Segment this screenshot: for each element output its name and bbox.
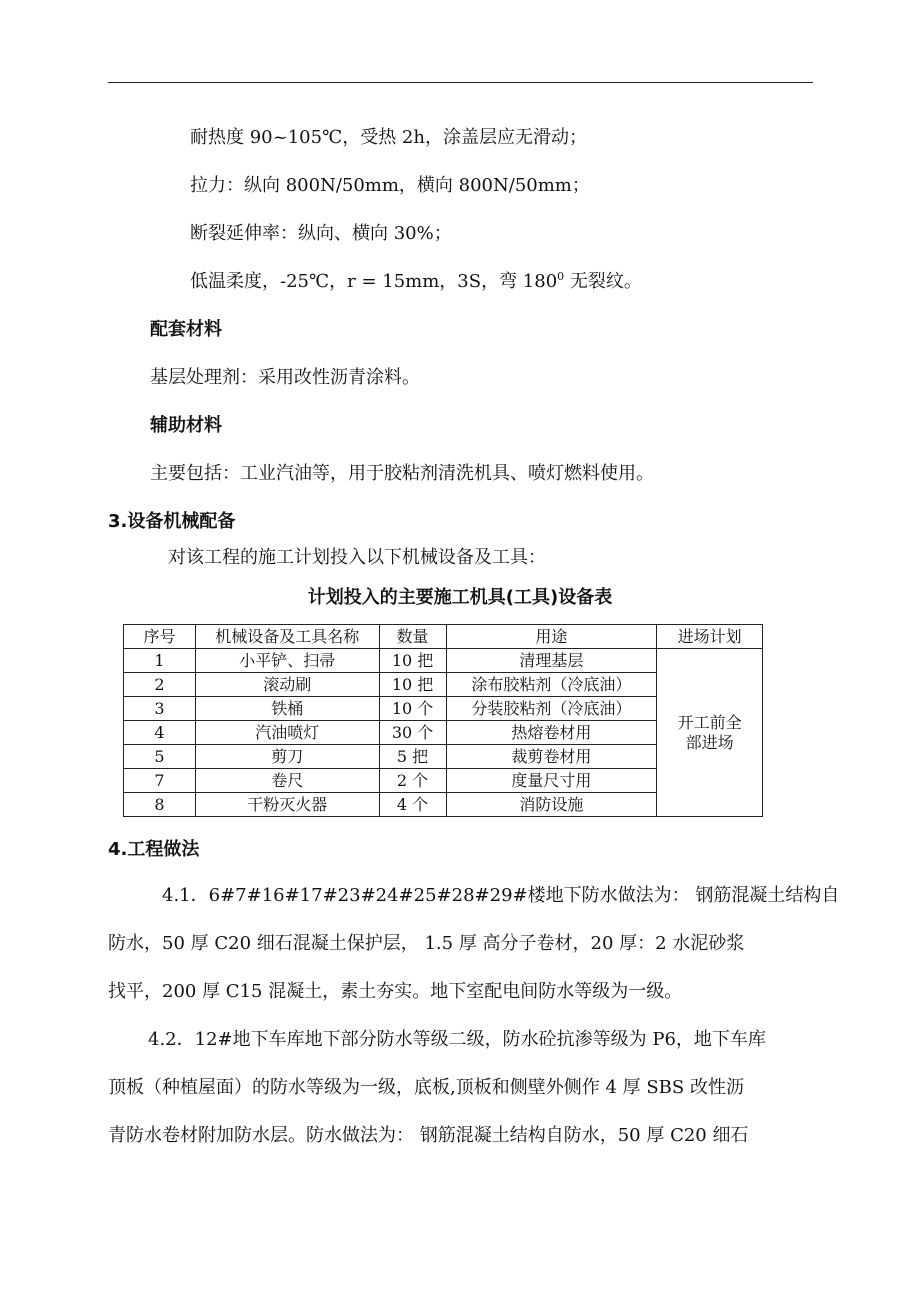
cell-name: 剪刀 (195, 745, 379, 769)
supporting-materials-heading: 配套材料 (150, 319, 222, 340)
cell-no: 5 (124, 745, 196, 769)
section-4-heading: 4.工程做法 (108, 839, 200, 860)
header-plan: 进场计划 (657, 625, 763, 649)
spec-low-temperature-tail: 无裂纹。 (564, 271, 642, 292)
table-header-row (124, 625, 763, 649)
header-no: 序号 (124, 625, 196, 649)
auxiliary-materials-text: 主要包括：工业汽油等，用于胶粘剂清洗机具、喷灯燃料使用。 (150, 463, 654, 484)
cell-no: 8 (124, 793, 196, 817)
cell-qty: 10 把 (379, 649, 446, 673)
header-qty: 数量 (379, 625, 446, 649)
paragraph-4-1-line-2: 防水，50 厚 C20 细石混凝土保护层， 1.5 厚 高分子卷材，20 厚：2 水泥砂浆 (108, 933, 745, 954)
spec-degree-superscript: 0 (557, 270, 565, 283)
paragraph-4-2-line-2: 顶板（种植屋面）的防水等级为一级，底板,顶板和侧壁外侧作 4 厚 SBS 改性沥 (108, 1077, 744, 1098)
cell-use: 清理基层 (446, 649, 657, 673)
cell-use: 涂布胶粘剂（冷底油） (446, 673, 657, 697)
table-row (124, 649, 763, 673)
header-rule (108, 82, 813, 83)
cell-qty: 4 个 (379, 793, 446, 817)
cell-qty: 30 个 (379, 721, 446, 745)
spec-tensile: 拉力：纵向 800N/50mm，横向 800N/50mm； (190, 175, 590, 196)
cell-name: 干粉灭火器 (195, 793, 379, 817)
plan-line-2: 部进场 (685, 732, 734, 752)
cell-use: 度量尺寸用 (446, 769, 657, 793)
cell-no: 7 (124, 769, 196, 793)
cell-no: 4 (124, 721, 196, 745)
auxiliary-materials-heading: 辅助材料 (150, 415, 222, 436)
equipment-table (123, 624, 763, 817)
cell-no: 1 (124, 649, 196, 673)
cell-qty: 5 把 (379, 745, 446, 769)
cell-qty: 2 个 (379, 769, 446, 793)
header-use: 用途 (446, 625, 657, 649)
spec-low-temperature-text: 低温柔度，-25℃，r = 15mm，3S，弯 180 (190, 271, 558, 292)
spec-elongation: 断裂延伸率：纵向、横向 30%； (190, 223, 452, 244)
cell-name: 汽油喷灯 (195, 721, 379, 745)
spec-low-temperature (190, 270, 642, 294)
cell-name: 铁桶 (195, 697, 379, 721)
cell-use: 消防设施 (446, 793, 657, 817)
cell-no: 3 (124, 697, 196, 721)
cell-plan (657, 649, 763, 817)
supporting-materials-text: 基层处理剂：采用改性沥青涂料。 (150, 367, 420, 388)
section-3-heading: 3.设备机械配备 (108, 511, 236, 532)
cell-use: 裁剪卷材用 (446, 745, 657, 769)
paragraph-4-1-line-3: 找平，200 厚 C15 混凝土，素土夯实。地下室配电间防水等级为一级。 (108, 981, 683, 1002)
equipment-table-title: 计划投入的主要施工机具(工具)设备表 (307, 587, 613, 608)
header-name: 机械设备及工具名称 (195, 625, 379, 649)
cell-use: 分装胶粘剂（冷底油） (446, 697, 657, 721)
cell-name: 小平铲、扫帚 (195, 649, 379, 673)
paragraph-4-2-line-1: 4.2．12#地下车库地下部分防水等级二级，防水砼抗渗等级为 P6，地下车库 (148, 1029, 766, 1050)
paragraph-4-1-line-1: 4.1．6#7#16#17#23#24#25#28#29#楼地下防水做法为： 钢筋混凝土结构自 (162, 885, 840, 906)
cell-name: 卷尺 (195, 769, 379, 793)
cell-no: 2 (124, 673, 196, 697)
spec-heat-resistance: 耐热度 90~105℃，受热 2h，涂盖层应无滑动； (190, 127, 587, 148)
cell-use: 热熔卷材用 (446, 721, 657, 745)
paragraph-4-2-line-3: 青防水卷材附加防水层。防水做法为： 钢筋混凝土结构自防水，50 厚 C20 细石 (108, 1125, 749, 1146)
section-3-intro: 对该工程的施工计划投入以下机械设备及工具： (168, 547, 546, 568)
plan-line-1: 开工前全 (677, 712, 742, 732)
cell-qty: 10 把 (379, 673, 446, 697)
cell-name: 滚动刷 (195, 673, 379, 697)
cell-qty: 10 个 (379, 697, 446, 721)
